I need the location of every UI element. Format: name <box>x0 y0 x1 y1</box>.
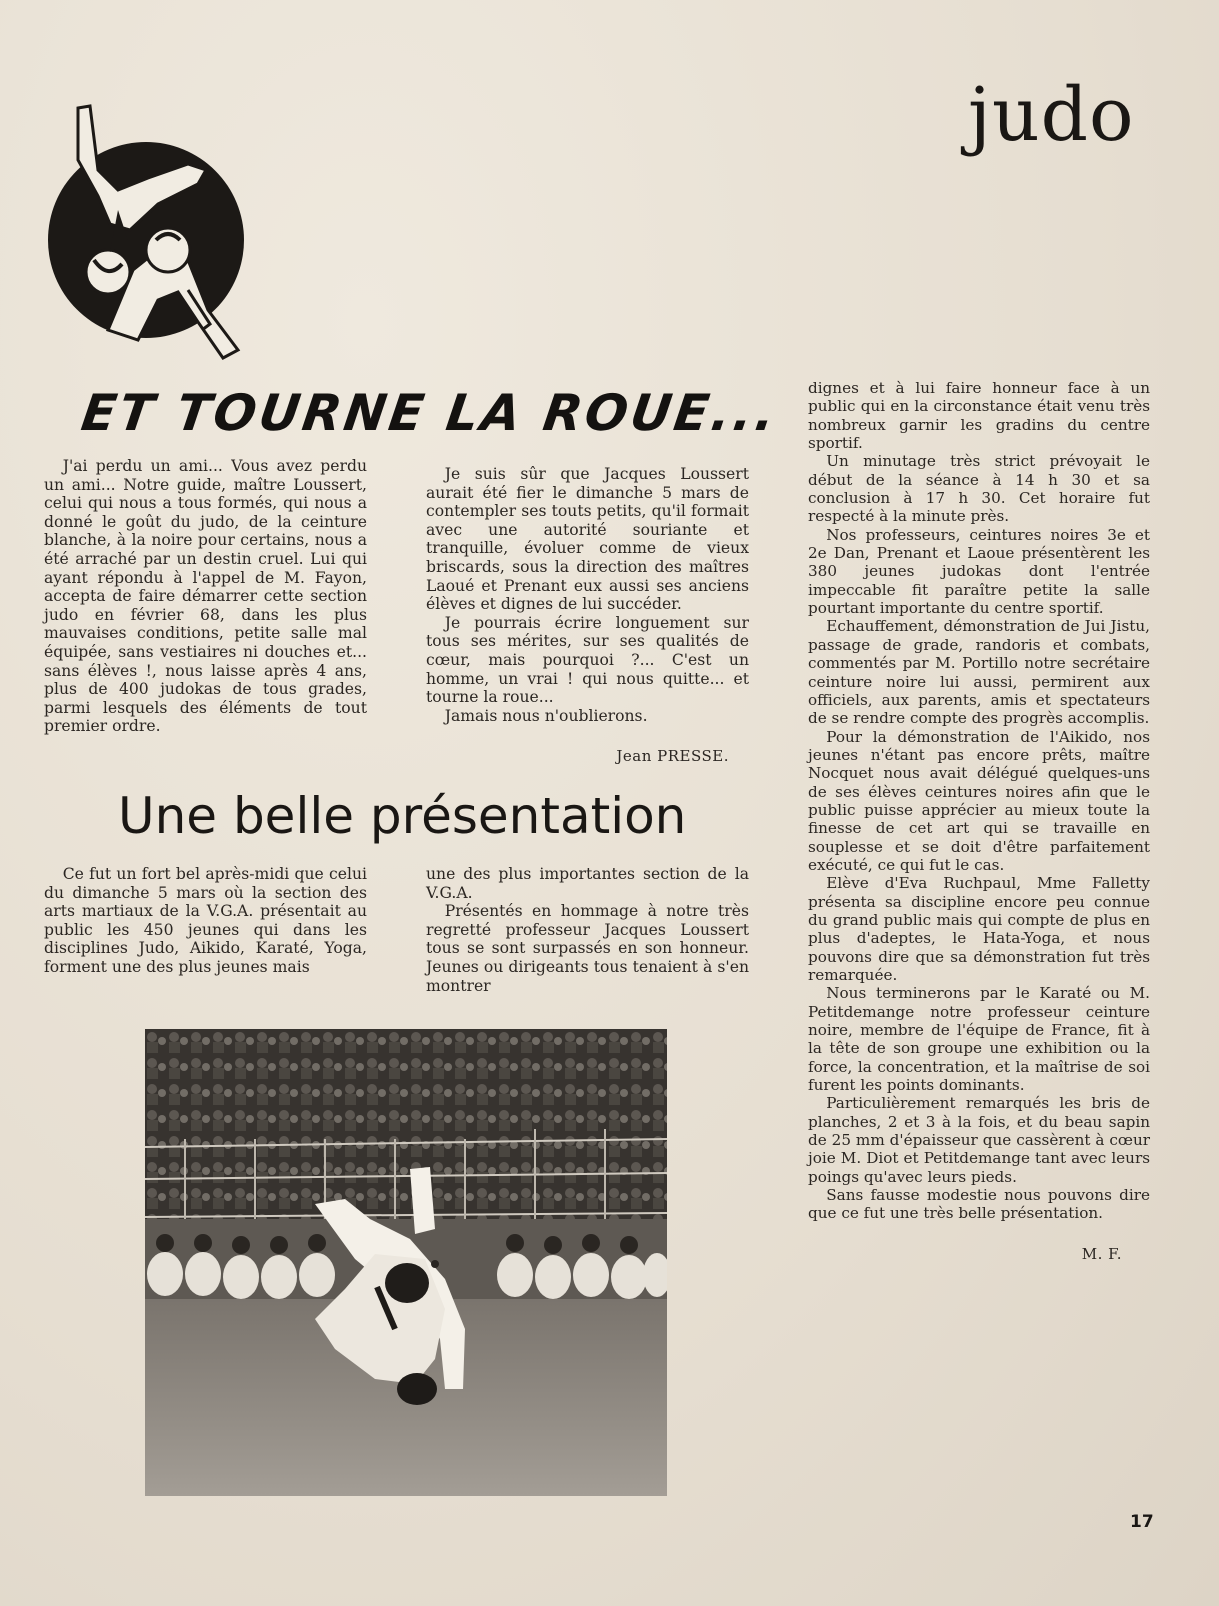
article2-col3-paragraph: Nous terminerons par le Karaté ou M. Petitdemange notre professeur ceinture noire, membre de l'équipe de France, fit à la tête de son groupe une exhibition ou la force, la concentration, et la maîtrise de soi furent les points dominants. <box>808 984 1150 1095</box>
article2-col3-paragraph: Pour la démonstration de l'Aikido, nos jeunes n'étant pas encore prêts, maître Nocquet nous avait délégué quelques-uns de ses élèves ceintures noires afin que le public puisse apprécier au mieux toute la finesse de cet art qui se travaille en souplesse et se doit d'être parfaitement exécuté, ce qui fut le cas. <box>808 727 1150 874</box>
article2-col3-paragraph: Elève d'Eva Ruchpaul, Mme Falletty présenta sa discipline encore peu connue du grand public mais qui compte de plus en plus d'adeptes, le Hata-Yoga, et nous pouvons dire que sa démonstration fut très remarquée. <box>808 874 1150 984</box>
judo-throw-logo <box>38 100 258 372</box>
article1-column1 <box>44 457 367 736</box>
article2-col3-paragraph: Nos professeurs, ceintures noires 3e et 2e Dan, Prenant et Laoue présentèrent les 380 jeunes judokas dont l'entrée impeccable fit paraître petite la salle pourtant importante du centre sportif. <box>808 525 1150 618</box>
article-headline-presentation: Une belle présentation <box>118 787 687 845</box>
article2-col2-paragraph: Présentés en hommage à notre très regretté professeur Jacques Loussert tous se sont surpassés en son honneur. Jeunes ou dirigeants tous tenaient à s'en montrer <box>426 902 749 995</box>
article1-col1-paragraph: J'ai perdu un ami... Vous avez perdu un ami... Notre guide, maître Loussert, celui qui nous a tous formés, qui nous a donné le goût du judo, de la ceinture blanche, à la noire pour certains, nous a été arraché par un destin cruel. Lui qui ayant répondu à l'appel de M. Fayon, accepta de faire démarrer cette section judo en février 68, dans les plus mauvaises conditions, petite salle mal équipée, sans vestiaires ni douches et... sans élèves !, nous laisse après 4 ans, plus de 400 judokas de tous grades, parmi lesquels des éléments de tout premier ordre. <box>44 457 367 736</box>
article2-col3-paragraph: Sans fausse modestie nous pouvons dire que ce fut une très belle présentation. <box>808 1186 1150 1223</box>
judo-demonstration-photo <box>145 1029 667 1496</box>
article2-col3-paragraph: dignes et à lui faire honneur face à un public qui en la circonstance était venu très nombreux garnir les gradins du centre sportif. <box>808 379 1150 453</box>
article1-column2 <box>426 465 749 766</box>
article2-column1 <box>44 865 367 977</box>
article-headline-roue: ET TOURNE LA ROUE... <box>77 384 782 442</box>
article2-col3-paragraph: Echauffement, démonstration de Jui Jistu, passage de grade, randoris et combats, commentés par M. Portillo notre secrétaire ceinture noire lui aussi, permirent aux officiels, aux parents, amis et spectateurs de se rendre compte des progrès accomplis. <box>808 617 1150 728</box>
section-title: judo <box>968 72 1135 158</box>
article1-signature: Jean PRESSE. <box>616 747 729 766</box>
article1-col2-paragraph: Je suis sûr que Jacques Loussert aurait été fier le dimanche 5 mars de contempler ses touts petits, qu'il formait avec une autorité souriante et tranquille, évoluer comme de vieux briscards, sous la direction des maîtres Laoué et Prenant eux aussi ses anciens élèves et dignes de lui succéder. <box>426 465 749 614</box>
article2-col2-paragraph: une des plus importantes section de la V.G.A. <box>426 865 749 902</box>
article2-col1-paragraph: Ce fut un fort bel après-midi que celui du dimanche 5 mars où la section des arts martiaux de la V.G.A. présentait au public les 450 jeunes qui dans les disciplines Judo, Aikido, Karaté, Yoga, forment une des plus jeunes mais <box>44 865 367 976</box>
page-number: 17 <box>1130 1512 1154 1532</box>
article2-signature: M. F. <box>1081 1244 1122 1263</box>
article2-column3 <box>808 379 1150 1263</box>
article2-column2 <box>426 865 749 995</box>
article1-col2-paragraph: Jamais nous n'oublierons. <box>444 706 648 725</box>
article1-col2-paragraph: Je pourrais écrire longuement sur tous ses mérites, sur ses qualités de cœur, mais pourquoi ?... C'est un homme, un vrai ! qui nous quitte... et tourne la roue... <box>426 613 749 707</box>
article2-col3-paragraph: Particulièrement remarqués les bris de planches, 2 et 3 à la fois, et du beau sapin de 25 mm d'épaisseur que cassèrent à cœur joie M. Diot et Petitdemange tant avec leurs poings qu'avec leurs pieds. <box>808 1094 1150 1186</box>
article2-col3-paragraph: Un minutage très strict prévoyait le début de la séance à 14 h 30 et sa conclusion à 17 h 30. Cet horaire fut respecté à la minute près. <box>808 452 1150 526</box>
